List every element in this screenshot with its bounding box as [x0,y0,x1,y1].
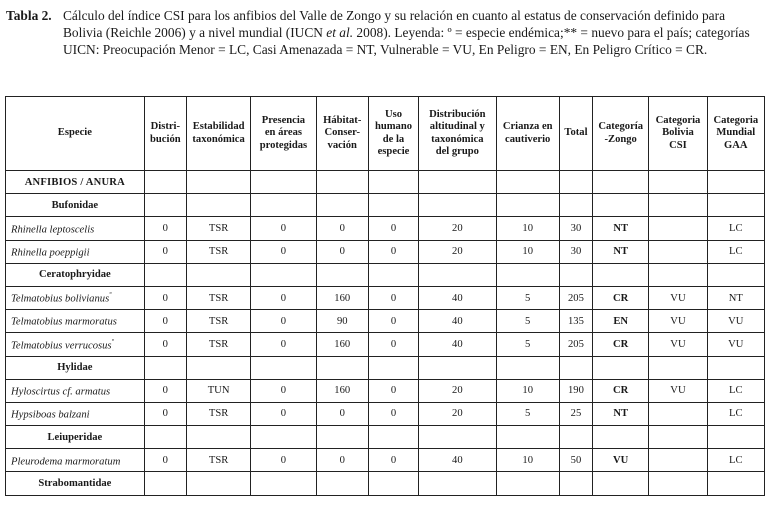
order-label: ANFIBIOS / ANURA [6,171,145,194]
empty-cell [649,171,707,194]
cell-categoria-mundial: LC [707,449,764,472]
empty-cell [496,171,559,194]
empty-cell [419,194,496,217]
cell-habitat: 0 [316,240,368,263]
species-name [6,402,145,425]
species-name [6,449,145,472]
table-row [6,286,765,309]
species-name-text: Rhinella poeppigii [11,247,90,259]
empty-cell [707,472,764,495]
empty-cell [368,171,418,194]
endemic-mark: º [109,291,112,300]
species-name [6,240,145,263]
empty-cell [496,426,559,449]
header-categoria-zongo: Categoría -Zongo [593,97,649,171]
cell-uso-humano: 0 [368,286,418,309]
cell-distribucion: 0 [144,240,186,263]
cell-distribucion-altitudinal: 40 [419,286,496,309]
empty-cell [368,194,418,217]
cell-distribucion: 0 [144,379,186,402]
caption-text-part1: Cálculo del índice CSI para los anfibios del Valle de Zongo y su relación en cuanto al estatus de conservación definido para Bolivia (Reichle 2006) y a nivel mundial (IUCN [63,8,726,41]
cell-crianza: 10 [496,240,559,263]
empty-cell [186,472,250,495]
family-label: Ceratophryidae [6,263,145,286]
caption-label: Tabla 2. [6,8,52,23]
cell-categoria-mundial: LC [707,217,764,240]
cell-habitat: 0 [316,449,368,472]
cell-crianza: 5 [496,286,559,309]
cell-categoria-zongo: EN [593,310,649,333]
empty-cell [368,356,418,379]
cell-distribucion-altitudinal: 20 [419,240,496,263]
header-total: Total [559,97,592,171]
cell-crianza: 10 [496,379,559,402]
header-especie: Especie [6,97,145,171]
empty-cell [707,171,764,194]
cell-habitat: 160 [316,333,368,356]
cell-categoria-mundial: LC [707,379,764,402]
cell-total: 30 [559,240,592,263]
species-name-text: Rhinella leptoscelis [11,224,95,236]
table-row [6,449,765,472]
header-estabilidad: Estabilidad taxonómica [186,97,250,171]
empty-cell [559,356,592,379]
empty-cell [316,194,368,217]
cell-crianza: 10 [496,449,559,472]
empty-cell [186,194,250,217]
species-name-text: Hypsiboas balzani [11,409,90,421]
table-body [6,171,765,496]
header-categoria-mundial: Categoria Mundial GAA [707,97,764,171]
empty-cell [419,263,496,286]
empty-cell [251,171,316,194]
header-distribucion: Distri- bución [144,97,186,171]
header-categoria-bolivia: Categoria Bolivia CSI [649,97,707,171]
cell-uso-humano: 0 [368,379,418,402]
cell-total: 30 [559,217,592,240]
endemic-mark: º [111,337,114,346]
cell-categoria-mundial: LC [707,402,764,425]
family-row [6,356,765,379]
caption-text-part2: 2008). Leyenda: º = especie endémica;** = nuevo para el país; categorías UICN: Preocupación Menor = LC, Casi Amenazada = NT, Vulnerable = VU, En Peligro = EN, En Peligro Crítico = CR. [63,25,750,58]
header-uso-humano: Uso humano de la especie [368,97,418,171]
empty-cell [144,263,186,286]
cell-estabilidad: TSR [186,240,250,263]
empty-cell [419,472,496,495]
empty-cell [593,194,649,217]
empty-cell [144,472,186,495]
empty-cell [316,472,368,495]
empty-cell [649,472,707,495]
cell-crianza: 10 [496,217,559,240]
empty-cell [186,356,250,379]
family-row [6,426,765,449]
cell-estabilidad: TSR [186,449,250,472]
cell-distribucion: 0 [144,286,186,309]
cell-uso-humano: 0 [368,449,418,472]
table-caption [6,7,766,59]
empty-cell [419,356,496,379]
empty-cell [251,472,316,495]
header-presencia: Presencia en áreas protegidas [251,97,316,171]
cell-distribucion-altitudinal: 40 [419,449,496,472]
cell-uso-humano: 0 [368,240,418,263]
cell-categoria-zongo: CR [593,333,649,356]
cell-categoria-bolivia [649,449,707,472]
cell-uso-humano: 0 [368,333,418,356]
cell-distribucion: 0 [144,402,186,425]
empty-cell [419,426,496,449]
cell-estabilidad: TSR [186,402,250,425]
cell-categoria-mundial: NT [707,286,764,309]
cell-categoria-bolivia [649,217,707,240]
cell-total: 50 [559,449,592,472]
empty-cell [496,356,559,379]
species-name [6,333,145,356]
cell-estabilidad: TSR [186,310,250,333]
empty-cell [251,426,316,449]
species-name [6,286,145,309]
cell-categoria-zongo: CR [593,379,649,402]
empty-cell [316,171,368,194]
cell-presencia: 0 [251,379,316,402]
empty-cell [186,171,250,194]
cell-uso-humano: 0 [368,217,418,240]
cell-distribucion: 0 [144,449,186,472]
cell-estabilidad: TSR [186,333,250,356]
header-crianza: Crianza en cautiverio [496,97,559,171]
empty-cell [593,356,649,379]
species-name-text: Telmatobius marmoratus [11,316,117,328]
table-row [6,333,765,356]
empty-cell [593,426,649,449]
cell-total: 205 [559,286,592,309]
cell-habitat: 90 [316,310,368,333]
cell-habitat: 160 [316,379,368,402]
empty-cell [496,194,559,217]
cell-total: 190 [559,379,592,402]
cell-categoria-bolivia [649,240,707,263]
empty-cell [559,263,592,286]
empty-cell [251,356,316,379]
cell-presencia: 0 [251,333,316,356]
empty-cell [707,356,764,379]
empty-cell [559,426,592,449]
cell-categoria-mundial: VU [707,333,764,356]
species-name-text: Telmatobius verrucosus [11,340,112,352]
cell-distribucion: 0 [144,217,186,240]
cell-distribucion-altitudinal: 20 [419,217,496,240]
species-name [6,379,145,402]
cell-categoria-bolivia: VU [649,379,707,402]
cell-presencia: 0 [251,217,316,240]
order-row [6,171,765,194]
cell-categoria-mundial: VU [707,310,764,333]
cell-estabilidad: TUN [186,379,250,402]
empty-cell [144,426,186,449]
species-name-text: Pleurodema marmoratum [11,456,121,468]
header-habitat: Hábitat- Conser- vación [316,97,368,171]
cell-habitat: 0 [316,402,368,425]
cell-categoria-mundial: LC [707,240,764,263]
empty-cell [707,263,764,286]
cell-presencia: 0 [251,449,316,472]
csi-table [5,96,765,496]
species-name [6,217,145,240]
empty-cell [368,263,418,286]
empty-cell [144,194,186,217]
empty-cell [186,426,250,449]
cell-categoria-bolivia [649,402,707,425]
cell-categoria-zongo: VU [593,449,649,472]
cell-categoria-zongo: NT [593,217,649,240]
empty-cell [559,472,592,495]
table-row [6,240,765,263]
family-row [6,194,765,217]
species-name-text: Hyloscirtus cf. armatus [11,386,111,398]
cell-distribucion: 0 [144,310,186,333]
cell-categoria-zongo: NT [593,402,649,425]
cell-presencia: 0 [251,240,316,263]
cell-estabilidad: TSR [186,217,250,240]
empty-cell [144,356,186,379]
empty-cell [316,356,368,379]
cell-uso-humano: 0 [368,402,418,425]
empty-cell [649,426,707,449]
table-row [6,402,765,425]
empty-cell [593,171,649,194]
family-label: Leiuperidae [6,426,145,449]
cell-estabilidad: TSR [186,286,250,309]
family-label: Hylidae [6,356,145,379]
empty-cell [649,356,707,379]
empty-cell [559,194,592,217]
cell-habitat: 0 [316,217,368,240]
empty-cell [707,194,764,217]
table-row [6,217,765,240]
caption-text [63,7,766,59]
cell-distribucion-altitudinal: 20 [419,379,496,402]
cell-distribucion-altitudinal: 40 [419,333,496,356]
table-row [6,310,765,333]
empty-cell [496,263,559,286]
empty-cell [316,263,368,286]
cell-presencia: 0 [251,286,316,309]
empty-cell [707,426,764,449]
empty-cell [649,263,707,286]
empty-cell [316,426,368,449]
header-row [6,97,765,171]
cell-categoria-zongo: CR [593,286,649,309]
empty-cell [186,263,250,286]
cell-categoria-bolivia: VU [649,286,707,309]
cell-presencia: 0 [251,402,316,425]
table-row [6,379,765,402]
empty-cell [593,472,649,495]
empty-cell [419,171,496,194]
cell-total: 25 [559,402,592,425]
family-label: Bufonidae [6,194,145,217]
species-name [6,310,145,333]
cell-categoria-zongo: NT [593,240,649,263]
caption-etal: et al. [326,25,354,41]
cell-distribucion-altitudinal: 20 [419,402,496,425]
cell-crianza: 5 [496,333,559,356]
empty-cell [559,171,592,194]
cell-uso-humano: 0 [368,310,418,333]
cell-distribucion: 0 [144,333,186,356]
species-name-text: Telmatobius bolivianus [11,293,110,305]
cell-distribucion-altitudinal: 40 [419,310,496,333]
family-label: Strabomantidae [6,472,145,495]
header-distribucion-altitudinal: Distribución altitudinal y taxonómica del grupo [419,97,496,171]
family-row [6,263,765,286]
empty-cell [144,171,186,194]
cell-crianza: 5 [496,310,559,333]
empty-cell [496,472,559,495]
cell-categoria-bolivia: VU [649,310,707,333]
family-row [6,472,765,495]
cell-total: 205 [559,333,592,356]
empty-cell [251,263,316,286]
cell-total: 135 [559,310,592,333]
empty-cell [368,426,418,449]
empty-cell [649,194,707,217]
cell-presencia: 0 [251,310,316,333]
cell-categoria-bolivia: VU [649,333,707,356]
cell-habitat: 160 [316,286,368,309]
empty-cell [368,472,418,495]
empty-cell [593,263,649,286]
cell-crianza: 5 [496,402,559,425]
empty-cell [251,194,316,217]
